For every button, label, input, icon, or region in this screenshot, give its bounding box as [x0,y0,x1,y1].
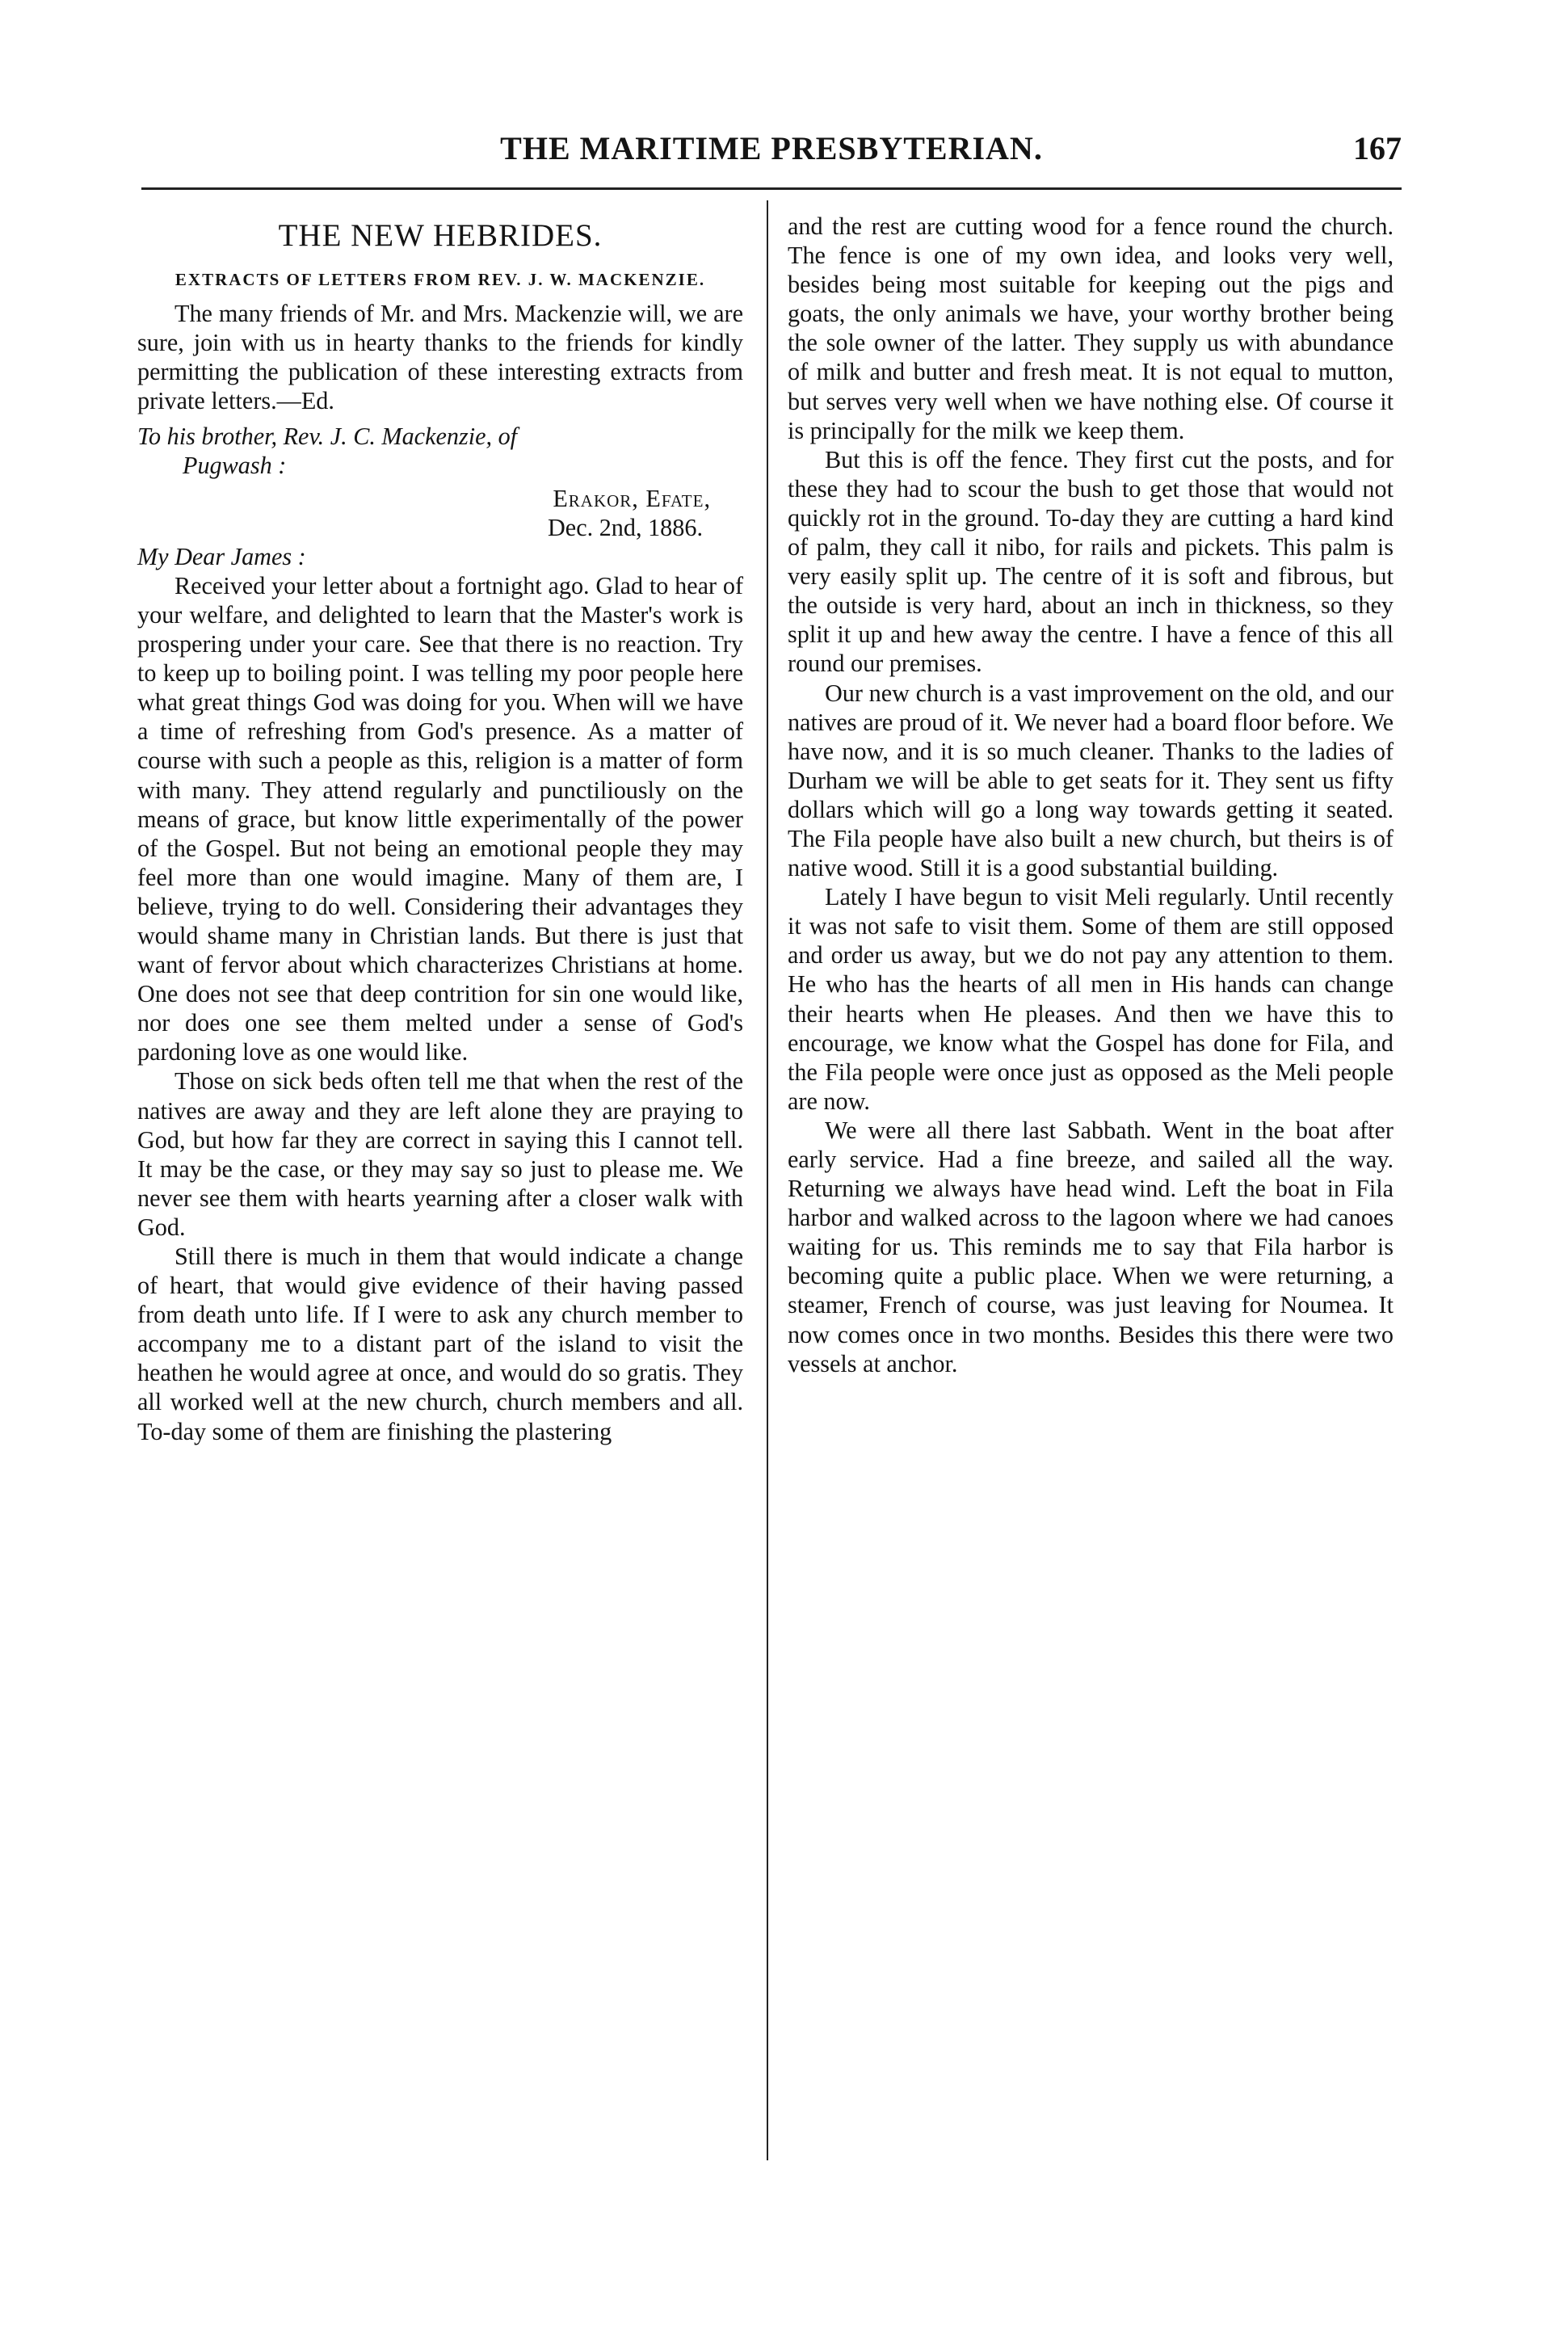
left-column [137,212,743,1446]
body-paragraph: Those on sick beds often tell me that when the rest of the natives are away and they are left alone they are praying to God, but how far they are correct in saying this I cannot tell. It may be the case, or they may say so just to please me. We never see them with hearts yearning after a closer walk with God. [137,1067,743,1241]
intro-paragraph: The many friends of Mr. and Mrs. Mackenzie will, we are sure, join with us in hearty thanks to the friends for kindly permitting the publication of these interesting extracts from private letters.—Ed. [137,300,743,415]
body-paragraph: Lately I have begun to visit Meli regularly. Until recently it was not safe to visit them. Some of them are still opposed and order us away, but we do not pay any attention to them. He who has the hearts of all men in His hands can change their hearts when He pleases. And then we have this to encourage, we know what the Gospel has done for Fila, and the Fila people were once just as opposed as the Meli people are now. [788,883,1394,1115]
page-number: 167 [1353,130,1402,166]
article-title: THE NEW HEBRIDES. [278,218,603,253]
letter-place: Erakor, Efate, [553,484,711,512]
running-title: THE MARITIME PRESBYTERIAN. [500,130,1043,166]
body-paragraph: Received your letter about a fortnight ago. Glad to hear of your welfare, and delighted to learn that the Master's work is prospering under your care. See that there is no reaction. Try to keep up to boiling point. I was telling my poor people here what great things God was doing for you. When will we have a time of refreshing from God's presence. As a matter of course with such a people as this, religion is a matter of form with many. They attend regularly and punctiliously on the means of grace, but know little experimentally of the power of the Gospel. But not being an emotional people they may feel more than one would imagine. Many of them are, I believe, trying to do well. Considering their advantages they would shame many in Christian lands. But there is just that want of fervor about which characterizes Christians at home. One does not see that deep contrition for sin one would like, nor does one see them melted under a sense of God's pardoning love as one would like. [137,571,743,1066]
body-paragraph: Our new church is a vast improvement on the old, and our natives are proud of it. We never had a board floor before. We have now, and it is so much cleaner. Thanks to the ladies of Durham we will be able to get seats for it. They sent us fifty dollars which will go a long way towards getting it seated. The Fila people have also built a new church, but theirs is of native wood. Still it is a good substantial building. [788,679,1394,882]
letter-date: Dec. 2nd, 1886. [548,513,703,541]
right-column [788,212,1394,1378]
body-paragraph: But this is off the fence. They first cut the posts, and for these they had to scour the bush to get those that would not quickly rot in the ground. To-day they are cutting a hard kind of palm, they call it nibo, for rails and pickets. This palm is very easily split up. The centre of it is soft and fibrous, but the outside is very hard, about an inch in thickness, so they split it up and hew away the centre. I have a fence of this all round our premises. [788,445,1394,678]
article-subtitle: EXTRACTS OF LETTERS FROM REV. J. W. MACKENZIE. [174,270,706,289]
header-rule [141,187,1402,190]
addressee-line-1: To his brother, Rev. J. C. Mackenzie, of [137,423,518,451]
body-paragraph: Still there is much in them that would indicate a change of heart, that would give evidence of their having passed from death unto life. If I were to ask any church member to accompany me to a distant part of the island to visit the heathen he would agree at once, and would do so gratis. They all worked well at the new church, church members and all. To-day some of them are finishing the plastering [137,1243,743,1445]
column-divider [767,200,768,2160]
body-paragraph: and the rest are cutting wood for a fence round the church. The fence is one of my own idea, and looks very well, besides being most suitable for keeping out the pigs and goats, the only animals we have, your worthy brother being the sole owner of the latter. They supply us with abundance of milk and butter and fresh meat. It is not equal to mutton, but serves very well when we have nothing else. Of course it is principally for the milk we keep them. [788,212,1394,444]
running-head [141,129,1402,178]
addressee-line [137,422,743,480]
body-paragraph: We were all there last Sabbath. Went in the boat after early service. Had a fine breeze, and sailed all the way. Returning we always have head wind. Left the boat in Fila harbor and walked across to the lagoon where we had canoes waiting for us. This reminds me to say that Fila harbor is becoming quite a public place. When we were returning, a steamer, French of course, was just leaving for Noumea. It now comes once in two months. Besides this there were two vessels at anchor. [788,1116,1394,1377]
addressee-line-2: Pugwash : [183,452,287,480]
salutation: My Dear James : [137,542,306,570]
